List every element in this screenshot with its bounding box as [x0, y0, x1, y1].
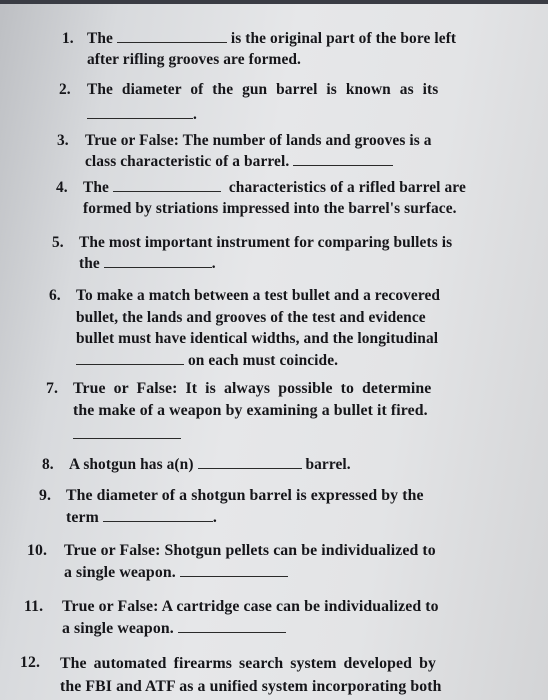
question-text: True or False: The number of lands and grooves is a	[85, 132, 432, 149]
question-number: 2.	[59, 81, 71, 98]
question-text: is the original part of the bore left	[230, 30, 457, 47]
question-text: The diameter of the gun barrel is known as its	[87, 81, 439, 98]
question-10	[27, 540, 505, 584]
question-text: barrel.	[305, 456, 351, 473]
question-text: The diameter of a shotgun barrel is expressed by the	[66, 487, 424, 504]
question-text: the FBI and ATF as a unified system incorporating both	[60, 678, 442, 695]
question-number: 3.	[57, 132, 69, 149]
question-text: a single weapon.	[64, 564, 176, 581]
question-5	[52, 232, 502, 274]
question-text: True or False: A cartridge case can be individualized to	[62, 598, 439, 615]
question-text: .	[211, 255, 216, 272]
question-number: 5.	[52, 234, 64, 251]
question-text: The	[83, 179, 109, 196]
question-text: after rifling grooves are formed.	[87, 51, 302, 68]
question-number: 6.	[49, 287, 61, 304]
question-number: 9.	[39, 487, 52, 504]
question-number: 10.	[27, 542, 48, 559]
question-text: A shotgun has a(n)	[69, 456, 194, 473]
answer-blank[interactable]	[178, 618, 286, 633]
answer-blank[interactable]	[113, 177, 221, 192]
question-text: .	[193, 106, 197, 123]
question-2	[59, 79, 499, 125]
question-text: the	[79, 255, 100, 272]
question-text: on each must coincide.	[187, 351, 339, 369]
question-text: True or False: It is always possible to determine	[73, 380, 432, 397]
question-text: the make of a weapon by examining a bullet it fired.	[73, 402, 428, 419]
question-7	[46, 378, 502, 446]
answer-blank[interactable]	[87, 104, 193, 119]
question-9	[39, 485, 503, 529]
question-number: 11.	[24, 598, 44, 615]
question-4	[56, 177, 502, 219]
question-text: The most important instrument for comparing bullets is	[79, 234, 453, 251]
question-text: .	[212, 509, 217, 526]
question-6	[49, 285, 501, 371]
answer-blank[interactable]	[76, 350, 184, 365]
answer-blank[interactable]	[117, 28, 227, 43]
question-text: bullet must have identical widths, and the longitudinal	[76, 330, 439, 347]
question-text: The	[87, 30, 113, 47]
answer-blank[interactable]	[103, 507, 213, 522]
question-12	[20, 652, 504, 698]
question-text: formed by striations impressed into the barrel's surface.	[83, 200, 457, 217]
answer-blank[interactable]	[73, 424, 181, 439]
question-3	[57, 130, 501, 172]
question-number: 7.	[46, 380, 59, 397]
question-number: 8.	[42, 456, 54, 473]
question-text: characteristics of a rifled barrel are	[228, 179, 466, 196]
question-number: 12.	[20, 654, 41, 671]
question-text: term	[66, 509, 99, 526]
question-text: a single weapon.	[62, 620, 174, 637]
question-text: True or False: Shotgun pellets can be individualized to	[64, 542, 436, 559]
answer-blank[interactable]	[198, 454, 302, 469]
top-edge-bar	[0, 0, 548, 4]
answer-blank[interactable]	[293, 151, 393, 166]
question-11	[24, 596, 504, 640]
question-1	[62, 28, 498, 70]
answer-blank[interactable]	[104, 253, 212, 268]
question-text: class characteristic of a barrel.	[85, 153, 290, 170]
answer-blank[interactable]	[180, 562, 288, 577]
question-text: The automated firearms search system developed by	[60, 655, 436, 672]
question-text: To make a match between a test bullet and a recovered	[76, 287, 441, 304]
question-8	[42, 454, 502, 475]
question-number: 4.	[56, 179, 68, 196]
question-number: 1.	[62, 30, 74, 47]
question-text: bullet, the lands and grooves of the test and evidence	[76, 308, 426, 326]
